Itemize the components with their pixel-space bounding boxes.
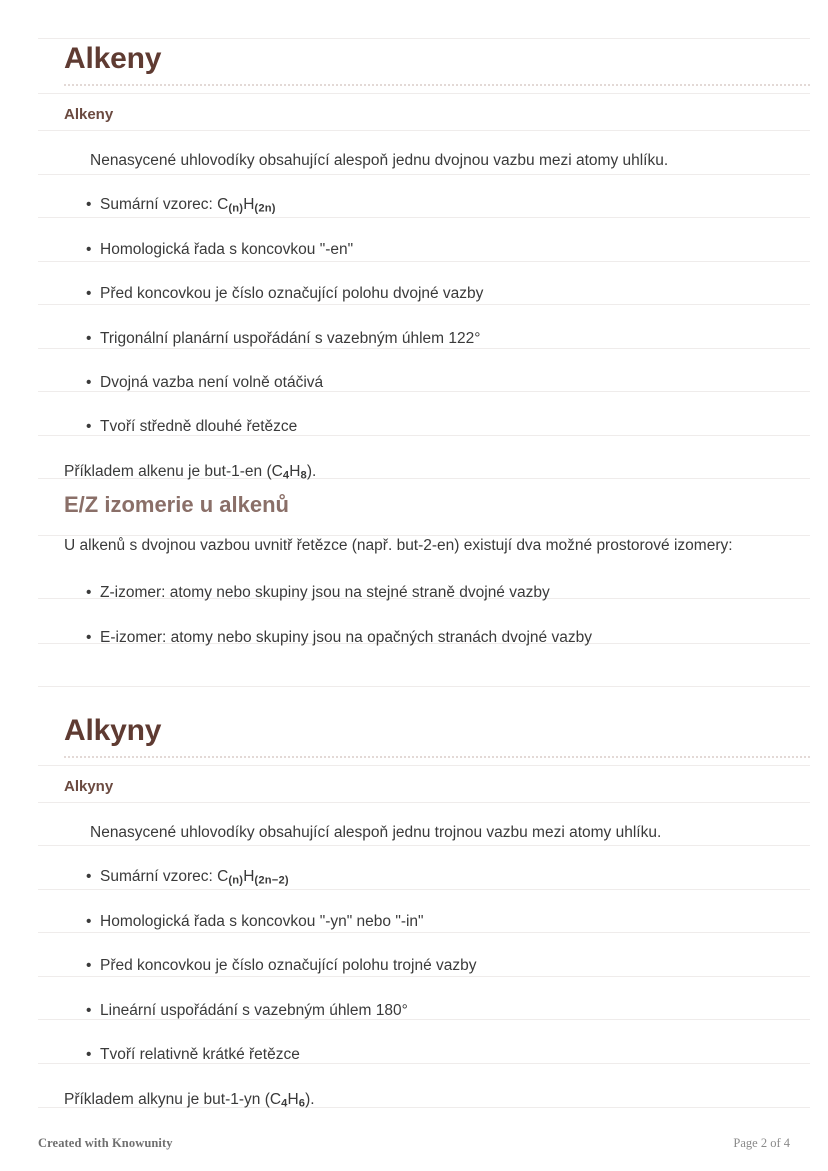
formula-subscript: (n) [228,202,244,215]
section-subtitle-alkeny: Alkeny [64,106,114,123]
footer-page-number: Page 2 of 4 [733,1135,790,1150]
example-text: Příkladem alkynu je but-1-yn (C [64,1091,282,1109]
section-title-alkeny: Alkeny [64,42,162,75]
example-text: Příkladem alkenu je but-1-en (C [64,463,283,481]
list-item-label: Dvojná vazba není volně otáčivá [100,373,324,391]
list-item-label: Sumární vzorec: C [100,196,229,214]
list-item [38,327,810,350]
list-item [38,1043,810,1066]
section-intro-alkyny: Nenasycené uhlovodíky obsahující alespoň jednu trojnou vazbu mezi atomy uhlíku. [90,824,662,841]
example-text-end: ). [306,463,317,481]
footer-attribution: Created with Knowunity [38,1135,173,1150]
bullet-icon: • [86,1045,92,1063]
list-item [38,282,810,305]
section-example-alkyny [38,1088,810,1113]
section-ez-izomerie [0,492,828,649]
formula-subscript: (2n) [254,202,276,215]
list-item [38,371,810,394]
list-item-label: Před koncovkou je číslo označující polohu trojné vazby [100,957,477,975]
list-item [38,238,810,261]
page-footer [38,1133,790,1153]
formula-subscript: (n) [228,874,244,887]
list-item [38,415,810,438]
formula-subscript: (2n−2) [254,874,289,887]
list-item [38,865,810,889]
formula-subscript: 6 [298,1097,306,1110]
list-item [38,581,810,604]
list-item-label: Lineární uspořádání s vazebným úhlem 180° [100,1001,408,1019]
list-item-label: E-izomer: atomy nebo skupiny jsou na opačných stranách dvojné vazby [100,628,592,646]
list-item [38,193,810,217]
formula-subscript: 4 [282,469,290,482]
section-title-alkyny: Alkyny [64,714,162,747]
section-subtitle-alkyny: Alkyny [64,778,114,795]
title-underline [64,756,810,758]
list-item [38,910,810,933]
formula-element: H [289,463,301,481]
bullet-icon: • [86,1001,92,1019]
bullet-icon: • [86,628,92,646]
bullet-icon: • [86,373,92,391]
formula-element: H [287,1091,299,1109]
formula-element: H [243,868,255,886]
formula-subscript: 8 [300,469,307,482]
list-item-label: Trigonální planární uspořádání s vazebným úhlem 122° [100,329,481,347]
bullet-icon: • [86,196,92,214]
list-item-label: Tvoří středně dlouhé řetězce [100,418,298,436]
list-item-label: Sumární vzorec: C [100,868,229,886]
bullet-icon: • [86,584,92,602]
bullet-icon: • [86,329,92,347]
bullet-icon: • [86,418,92,436]
section-alkyny [0,716,828,1113]
bullet-icon: • [86,868,92,886]
bullet-icon: • [86,241,92,259]
list-item-label: Před koncovkou je číslo označující polohu dvojné vazby [100,285,484,303]
bullet-icon: • [86,957,92,975]
title-underline [64,84,810,86]
bullet-icon: • [86,285,92,303]
list-item-label: Tvoří relativně krátké řetězce [100,1045,300,1063]
list-item-label: Z-izomer: atomy nebo skupiny jsou na stejné straně dvojné vazby [100,584,550,602]
section-alkeny [0,44,828,485]
list-item [38,954,810,977]
section-example-alkeny [38,460,810,485]
list-item [38,626,810,649]
list-item-label: Homologická řada s koncovkou "-yn" nebo "-in" [100,913,424,931]
list-item [38,999,810,1022]
bullet-icon: • [86,913,92,931]
example-text-end: ). [305,1091,315,1109]
formula-subscript: 4 [281,1097,288,1110]
list-item-label: Homologická řada s koncovkou "-en" [100,241,354,259]
section-title-ez-izomerie: E/Z izomerie u alkenů [64,492,289,517]
section-intro-alkeny: Nenasycené uhlovodíky obsahující alespoň jednu dvojnou vazbu mezi atomy uhlíku. [90,152,669,169]
section-paragraph-ez: U alkenů s dvojnou vazbou uvnitř řetězce (např. but-2-en) existují dva možné prostorové izomery: [64,537,733,555]
ruled-line [38,38,810,39]
ruled-line [38,686,810,687]
formula-element: H [243,196,255,214]
